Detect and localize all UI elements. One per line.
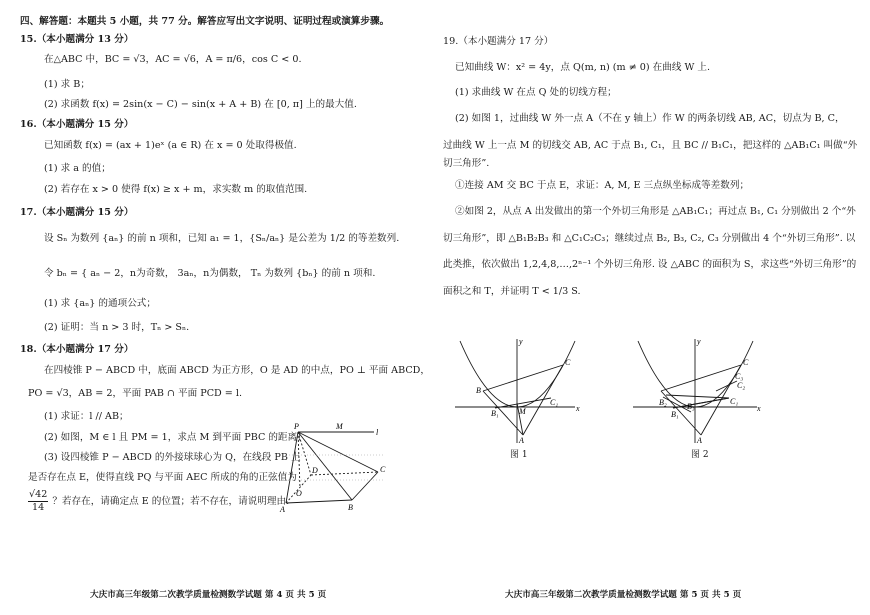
q19-part2-line3: 切三角形”.	[443, 158, 490, 169]
label-M: M	[336, 422, 343, 431]
edge-PD	[298, 432, 311, 475]
q15-part2: (2) 求函数 f(x) = 2sin(x − C) − sin(x + A + B) 在 [0, π] 上的最大值.	[44, 99, 357, 110]
fig2-label-y: y	[697, 337, 701, 346]
q18-stem-line2: PO = √3，AB = 2，平面 PAB ∩ 平面 PCD = l.	[28, 388, 242, 399]
figure-1-parabola	[455, 335, 585, 445]
fig1-label-B1: B₁	[491, 409, 499, 418]
q19-claim2-line4: 面积之和 T，并证明 T < 1/3 S.	[443, 286, 581, 297]
edge-PC	[298, 432, 378, 472]
fig2-label-C2: C₂	[737, 381, 746, 390]
fig1-label-x: x	[576, 404, 580, 413]
segment-PO	[298, 432, 300, 488]
q16-number: 16.（本小题满分 15 分）	[20, 119, 134, 130]
fig2-label-A: A	[697, 436, 702, 445]
edge-DC	[311, 472, 378, 475]
q18-part3-line3	[28, 489, 289, 514]
label-B: B	[348, 503, 353, 512]
chord-BC	[483, 365, 563, 391]
label-l: l	[376, 428, 379, 437]
q19-part2-line1: (2) 如图 1，过曲线 W 外一点 A（不在 y 轴上）作 W 的两条切线 AB, AC，切点为 B, C，	[455, 113, 845, 124]
q17-stem: 设 Sₙ 为数列 {aₙ} 的前 n 项和，已知 a₁ = 1，{Sₙ/aₙ} 是公差为 1/2 的等差数列.	[44, 233, 400, 244]
edge-PB	[298, 432, 352, 500]
fig2-label-C: C	[743, 358, 749, 367]
q16-part1: (1) 求 a 的值；	[44, 163, 111, 174]
q15-stem: 在△ABC 中，BC = √3，AC = √6，A = π/6，cos C < 0.	[44, 54, 302, 65]
q18-part2: (2) 如图，M ∈ l 且 PM = 1，求点 M 到平面 PBC 的距离；	[44, 432, 307, 443]
fig1-label-y: y	[519, 337, 523, 346]
fig2-label-B1: B₁	[671, 410, 679, 419]
q17-number: 17.（本小题满分 15 分）	[20, 207, 134, 218]
q19-claim2-line3: 此类推，依次做出 1,2,4,8,…,2ⁿ⁻¹ 个外切三角形. 设 △ABC 的面积为 S，求这些“外切三角形”的	[443, 259, 857, 270]
figure-1-caption: 图 1	[510, 450, 528, 460]
section-header: 四、解答题：本题共 5 小题，共 77 分。解答应写出文字说明、证明过程或演算步骤。	[20, 16, 390, 27]
q18-stem-line1: 在四棱锥 P − ABCD 中，底面 ABCD 为正方形，O 是 AD 的中点，PO ⊥ 平面 ABCD，	[44, 365, 430, 376]
q19-part2-line2: 过曲线 W 上一点 M 的切线交 AB, AC 于点 B₁, C₁，且 BC // B₁C₁，把这样的 △AB₁C₁ 叫做“外	[443, 140, 858, 151]
q18-part3-line1: (3) 设四棱锥 P − ABCD 的外接球球心为 Q，在线段 PB 上	[44, 452, 301, 463]
q15-number: 15.（本小题满分 13 分）	[20, 34, 134, 45]
q19-claim1: ①连接 AM 交 BC 于点 E，求证：A, M, E 三点纵坐标成等差数列；	[455, 180, 750, 191]
label-A: A	[280, 505, 285, 514]
q19-part1: (1) 求曲线 W 在点 Q 处的切线方程；	[455, 87, 617, 98]
q18-part1: (1) 求证：l // AB；	[44, 411, 129, 422]
label-P: P	[294, 422, 299, 431]
pyramid-figure	[278, 420, 428, 520]
edge-BC	[352, 472, 378, 500]
q18-part3-tail: ？若存在，请确定点 E 的位置；若不存在，请说明理由.	[52, 495, 290, 507]
q17-bn-definition: 令 bₙ = { aₙ − 2，n为奇数， 3aₙ，n为偶数， Tₙ 为数列 {bₙ} 的前 n 项和.	[44, 268, 376, 279]
fig1-label-C1: C₁	[550, 398, 559, 407]
figure-2-caption: 图 2	[691, 450, 709, 460]
q18-number: 18.（本小题满分 17 分）	[20, 344, 134, 355]
label-O: O	[296, 489, 302, 498]
q19-claim2-line2: 切三角形”，即 △B₁B₂B₃ 和 △C₁C₂C₃；继续过点 B₂, B₃, C₂, C₃ 分别做出 4 个“外切三角形”. 以	[443, 233, 856, 244]
fraction-numerator: √42	[29, 489, 48, 500]
fig1-label-A: A	[519, 436, 524, 445]
left-page-footer: 大庆市高三年级第二次教学质量检测数学试题 第 4 页 共 5 页	[90, 590, 327, 601]
q19-claim2-line1: ②如图 2，从点 A 出发做出的第一个外切三角形是 △AB₁C₁；再过点 B₁, C₁ 分别做出 2 个“外	[455, 206, 856, 217]
q16-stem: 已知函数 f(x) = (ax + 1)eˣ (a ∈ R) 在 x = 0 处取得极值.	[44, 140, 297, 151]
fig1-label-C: C	[565, 358, 571, 367]
figure-2-parabola	[633, 335, 765, 445]
label-D: D	[312, 466, 318, 475]
q15-part1: (1) 求 B；	[44, 79, 90, 90]
q18-part3-line2: 是否存在点 E，使得直线 PQ 与平面 AEC 所成的角的正弦值为	[28, 472, 297, 483]
fig2-label-C3: C₃	[735, 372, 744, 381]
fig2-label-B2: B₂	[659, 398, 667, 407]
right-page-footer: 大庆市高三年级第二次教学质量检测数学试题 第 5 页 共 5 页	[505, 590, 742, 601]
fig2-label-C1: C₁	[730, 397, 739, 406]
q16-part2: (2) 若存在 x > 0 使得 f(x) ≥ x + m，求实数 m 的取值范围.	[44, 184, 308, 195]
q17-part1: (1) 求 {aₙ} 的通项公式；	[44, 298, 156, 309]
fig1-label-M: M	[519, 407, 526, 416]
q17-part2: (2) 证明：当 n > 3 时，Tₙ > Sₙ.	[44, 322, 190, 333]
label-C: C	[380, 465, 386, 474]
right-exam-page	[435, 0, 870, 615]
q19-number: 19.（本小题满分 17 分）	[443, 36, 554, 47]
edge-AB	[286, 500, 352, 503]
fig2-label-x: x	[757, 404, 761, 413]
fig2-label-B3: B₃	[687, 402, 695, 411]
fraction-denominator: 14	[32, 501, 45, 513]
fig1-label-B: B	[476, 386, 481, 395]
q19-stem: 已知曲线 W：x² = 4y，点 Q(m, n) (m ≠ 0) 在曲线 W 上.	[455, 62, 711, 73]
